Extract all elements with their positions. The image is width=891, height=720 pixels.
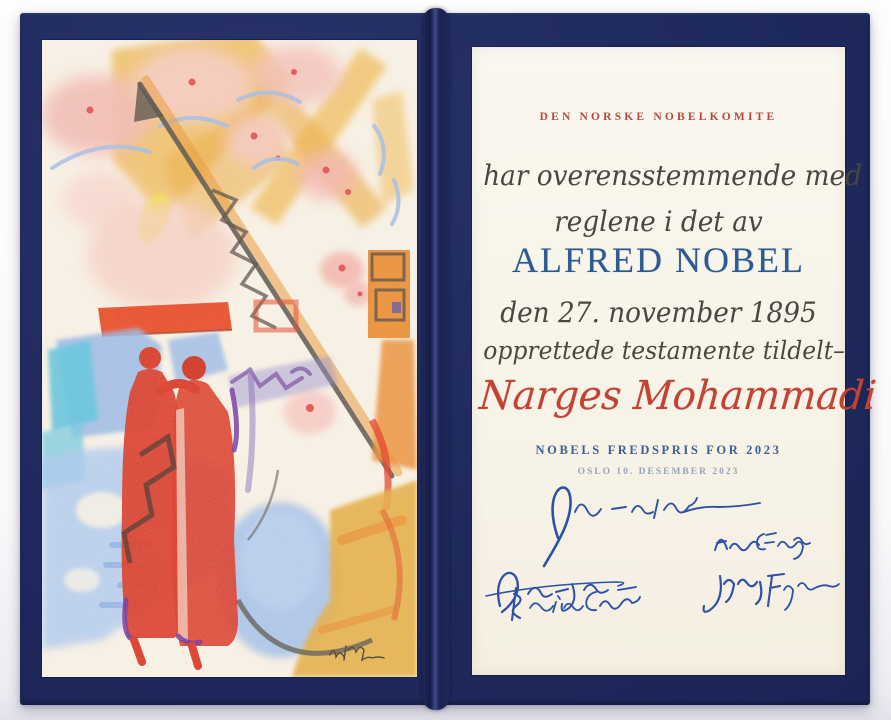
pastel-artwork-illustration — [42, 40, 417, 677]
diploma-cover — [20, 13, 879, 705]
diploma-left-page — [42, 40, 417, 677]
body-line-2: reglene i det av — [554, 205, 763, 238]
signature-anne-enger — [715, 533, 810, 559]
signature-jorgen-frydnes — [704, 574, 839, 612]
diploma-right-page — [472, 47, 879, 675]
signature-kristin-clemet — [512, 587, 640, 620]
committee-signatures — [472, 472, 845, 675]
body-line-3: den 27. november 1895 — [500, 296, 817, 329]
prize-line: NOBELS FREDSPRIS FOR 2023 — [535, 443, 782, 457]
body-line-1: har overensstemmende med — [483, 159, 862, 192]
spine-ridge — [423, 8, 449, 710]
signature-berit-reiss-andersen — [544, 488, 760, 566]
body-line-4: opprettede testamente tildelt– — [483, 336, 845, 365]
place-date-line: OSLO 10. DESEMBER 2023 — [577, 467, 740, 477]
pastel-grain-texture — [42, 40, 417, 677]
committee-heading: DEN NORSKE NOBELKOMITE — [539, 111, 778, 123]
laureate-name: Narges Mohammadi — [477, 373, 879, 419]
alfred-nobel-title: ALFRED NOBEL — [512, 240, 805, 280]
